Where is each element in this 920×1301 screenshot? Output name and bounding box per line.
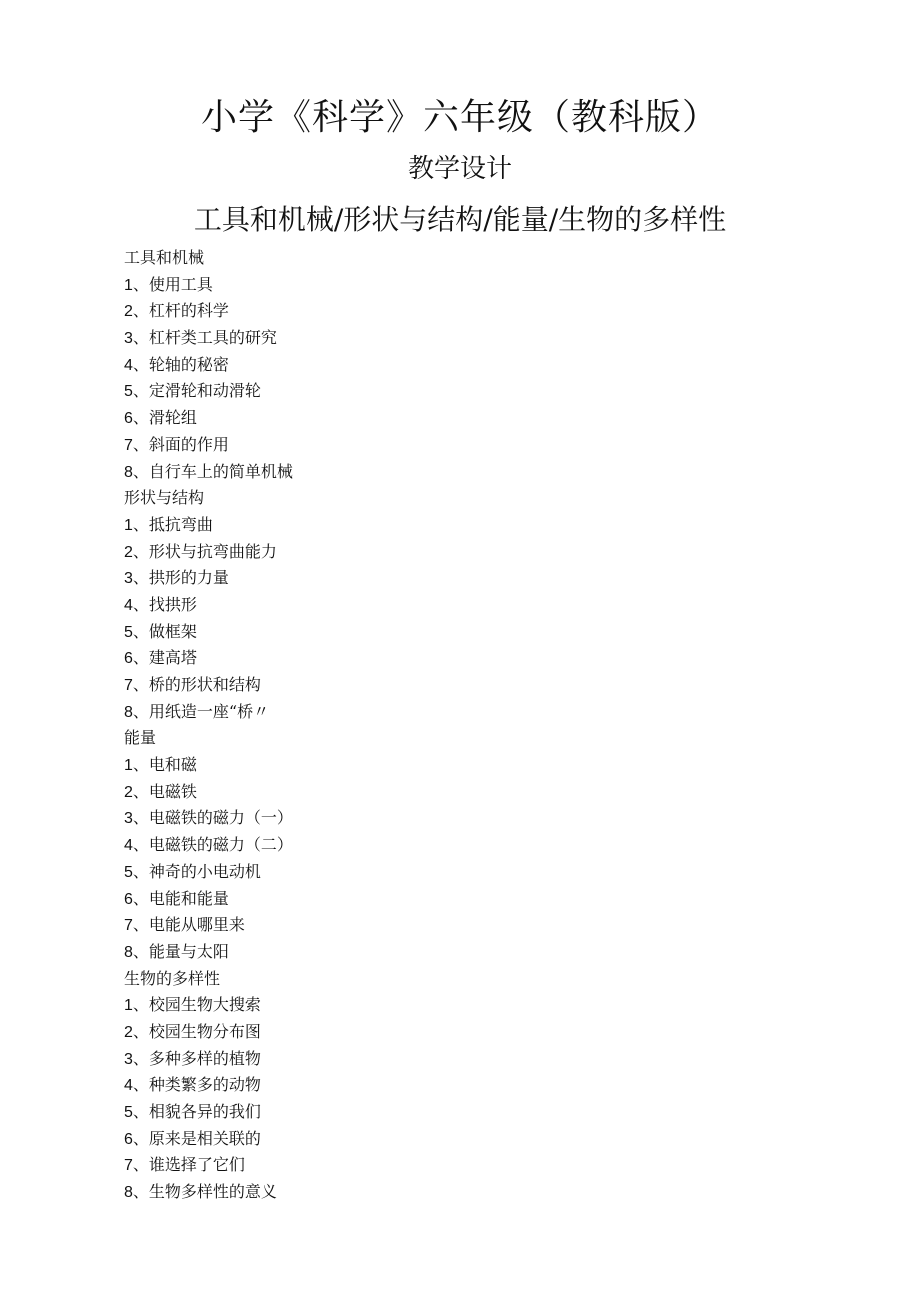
lesson-number: 8: [124, 943, 133, 961]
lesson-title: 、原来是相关联的: [132, 1128, 261, 1148]
lesson-number: 5: [124, 1104, 133, 1121]
lesson-title: 、找拱形: [132, 594, 197, 614]
lesson-title: 、使用工具: [132, 274, 213, 294]
lesson-number: 5: [124, 863, 133, 881]
lesson-number: 4: [124, 837, 133, 855]
lesson-item: [124, 1126, 824, 1153]
lesson-item: [124, 779, 824, 806]
lesson-title: 、轮轴的秘密: [132, 354, 229, 374]
lesson-item: [124, 752, 824, 779]
lesson-item: [124, 1099, 824, 1126]
lesson-title: 、生物多样性的意义: [132, 1182, 277, 1202]
lesson-item: [124, 939, 824, 966]
document-title: 小学《科学》六年级（教科版）: [200, 97, 719, 138]
lesson-number: 2: [124, 783, 133, 801]
lesson-item: [124, 272, 824, 299]
lesson-number: 1: [124, 997, 133, 1015]
lesson-item: [124, 565, 824, 592]
lesson-item: [124, 672, 824, 699]
lesson-item: [124, 1152, 824, 1179]
lesson-title: 、电磁铁的磁力（二）: [132, 835, 293, 855]
lesson-item: [124, 298, 824, 325]
lesson-title: 、电能和能量: [132, 888, 229, 908]
lesson-item: [124, 378, 824, 405]
lesson-title: 、谁选择了它们: [132, 1155, 245, 1175]
lesson-number: 7: [124, 1157, 133, 1175]
lesson-title: 、能量与太阳: [132, 941, 229, 961]
lesson-item: [124, 592, 824, 619]
lesson-title: 、多种多样的植物: [132, 1048, 261, 1068]
lesson-number: 1: [124, 516, 133, 534]
lesson-item: [124, 912, 824, 939]
section-heading: 生物的多样性: [124, 968, 221, 988]
lesson-item: [124, 325, 824, 352]
lesson-item: [124, 859, 824, 886]
lesson-number: 4: [124, 356, 133, 374]
lesson-number: 3: [124, 570, 133, 588]
lesson-item: [124, 1046, 824, 1073]
topics-line: 工具和机械/形状与结构/能量/生物的多样性: [193, 203, 727, 236]
section-heading: 能量: [124, 728, 157, 748]
lesson-title: 、拱形的力量: [132, 568, 229, 588]
lesson-number: 3: [124, 1050, 133, 1068]
lesson-number: 1: [124, 757, 133, 775]
lesson-number: 3: [124, 330, 133, 348]
lesson-item: [124, 459, 824, 486]
lesson-title: 、种类繁多的动物: [132, 1075, 261, 1095]
lesson-number: 8: [124, 463, 133, 481]
lesson-title: 、校园生物大搜索: [132, 995, 261, 1015]
lesson-item: [124, 619, 824, 646]
lesson-title: 、电磁铁: [132, 781, 197, 801]
lesson-item: [124, 1072, 824, 1099]
lesson-title: 、杠杆的科学: [132, 301, 229, 321]
lesson-number: 4: [124, 1077, 133, 1095]
lesson-item: [124, 645, 824, 672]
lesson-item: [124, 832, 824, 859]
lesson-item: [124, 805, 824, 832]
section-heading: 形状与结构: [124, 488, 205, 508]
lesson-item: [124, 512, 824, 539]
lesson-item: [124, 539, 824, 566]
lesson-number: 3: [124, 810, 133, 828]
lesson-item: [124, 992, 824, 1019]
lesson-title: 、校园生物分布图: [132, 1021, 261, 1041]
lesson-number: 1: [124, 276, 133, 294]
lesson-number: 7: [124, 677, 133, 694]
lesson-title: 、电磁铁的磁力（一）: [132, 808, 293, 828]
document-subtitle: 教学设计: [407, 154, 512, 184]
lesson-title: 、电能从哪里来: [132, 915, 245, 935]
table-of-contents: [124, 245, 824, 1206]
lesson-number: 7: [124, 917, 133, 935]
lesson-number: 7: [124, 436, 133, 454]
lesson-item: [124, 405, 824, 432]
lesson-title: 、桥的形状和结构: [132, 675, 261, 694]
lesson-title: 、斜面的作用: [132, 434, 229, 454]
lesson-title: 、电和磁: [132, 755, 197, 775]
lesson-item: [124, 886, 824, 913]
lesson-title: 、神奇的小电动机: [132, 861, 261, 881]
lesson-title: 、建高塔: [132, 648, 197, 668]
lesson-title: 、形状与抗弯曲能力: [132, 541, 277, 561]
lesson-title: 、用纸造一座“桥〃: [132, 701, 270, 721]
lesson-number: 6: [124, 890, 133, 908]
lesson-title: 、抵抗弯曲: [132, 514, 213, 534]
lesson-title: 、做框架: [132, 621, 197, 641]
lesson-title: 、相貌各异的我们: [132, 1102, 261, 1121]
lesson-item: [124, 1019, 824, 1046]
lesson-number: 2: [124, 543, 133, 561]
lesson-title: 、自行车上的简单机械: [132, 461, 293, 481]
lesson-item: [124, 352, 824, 379]
lesson-number: 8: [124, 1184, 133, 1202]
lesson-item: [124, 699, 824, 726]
lesson-title: 、杠杆类工具的研究: [132, 328, 277, 348]
lesson-number: 6: [124, 1130, 133, 1148]
lesson-number: 6: [124, 410, 133, 428]
lesson-number: 8: [124, 703, 133, 721]
lesson-item: [124, 1179, 824, 1206]
lesson-title: 、滑轮组: [132, 408, 197, 428]
lesson-number: 4: [124, 596, 133, 614]
lesson-number: 2: [124, 303, 133, 321]
lesson-number: 2: [124, 1023, 133, 1041]
section-heading: 工具和机械: [124, 248, 205, 267]
lesson-title: 、定滑轮和动滑轮: [132, 381, 261, 401]
lesson-number: 6: [124, 650, 133, 668]
lesson-item: [124, 432, 824, 459]
lesson-number: 5: [124, 383, 133, 401]
lesson-number: 5: [124, 623, 133, 641]
